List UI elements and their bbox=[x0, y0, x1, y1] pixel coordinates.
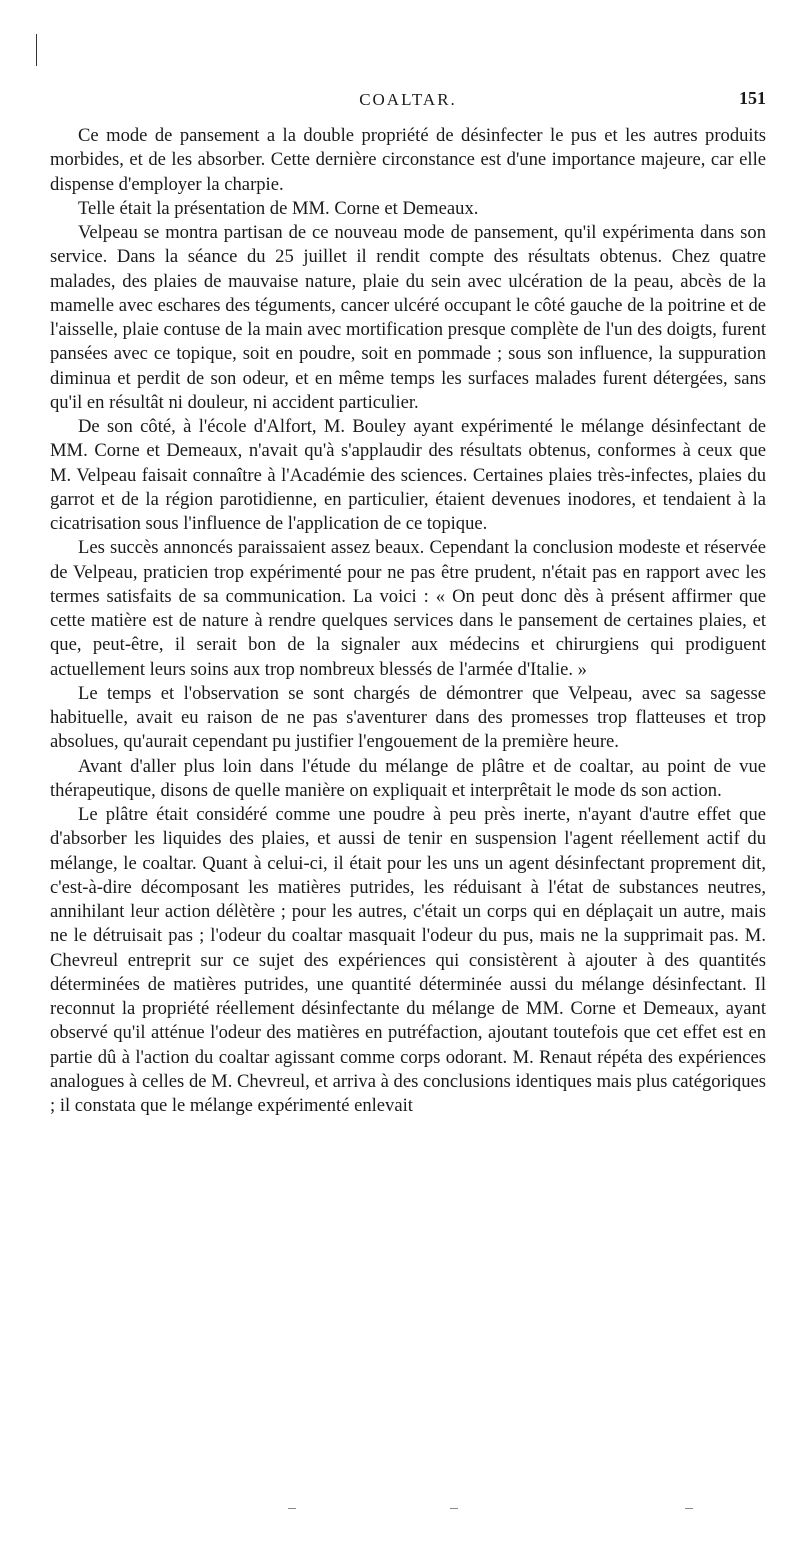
paragraph: Avant d'aller plus loin dans l'étude du mélange de plâtre et de coaltar, au point de vue thérapeutique, disons de quelle manière on expliquait et interprêtait le mode ds son action. bbox=[50, 755, 766, 801]
footer-dash bbox=[685, 1508, 693, 1509]
paragraph: Le temps et l'observation se sont chargés de démontrer que Velpeau, avec sa sagesse habituelle, avait eu raison de ne pas s'aventurer dans des promesses trop flatteuses et trop absolues, qu'aurait cependant pu justifier l'engouement de la première heure. bbox=[50, 682, 766, 753]
footer-marks bbox=[280, 1508, 700, 1512]
paragraph: Le plâtre était considéré comme une poudre à peu près inerte, n'ayant d'autre effet que d'absorber les liquides des plaies, et aussi de tenir en suspension l'agent réellement actif du mélange, le coaltar. Quant à celui-ci, il était pour les uns un agent désinfectant proprement dit, c'est-à-dire décomposant les matières putrides, les réduisant à l'état de substances neutres, annihilant leur action délètère ; pour les autres, c'était un corps qui en déplaçait un autre, mais ne le détruisait pas ; l'odeur du coaltar masquait l'odeur du pus, mais ne la supprimait pas. M. Chevreul entreprit sur ce sujet des expériences qui consistèrent à ajouter à des quantités déterminées de matières putrides, une quantité déterminée aussi du mélange désinfectant. Il reconnut la propriété réellement désinfectante du mélange de MM. Corne et Demeaux, ayant observé qu'il atténue l'odeur des matières en putréfaction, ajoutant toutefois que cet effet est en partie dû à l'action du coaltar agissant comme corps odorant. M. Renaut répéta des expériences analogues à celles de M. Chevreul, et arriva à des conclusions identiques mais plus catégoriques ; il constata que le mélange expérimenté enlevait bbox=[50, 804, 766, 1116]
running-title: COALTAR. bbox=[359, 90, 457, 109]
paragraph: Telle était la présentation de MM. Corne et Demeaux. bbox=[78, 197, 479, 219]
body-text bbox=[50, 124, 766, 1118]
margin-mark bbox=[36, 34, 37, 66]
paragraph: De son côté, à l'école d'Alfort, M. Bouley ayant expérimenté le mélange désinfectant de MM. Corne et Demeaux, n'avait qu'à s'applaudir des résultats obtenus, conformes à ceux que M. Velpeau faisait connaître à l'Académie des sciences. Certaines plaies très-infectes, plaies du garrot et de la région parotidienne, en particulier, étaient devenues inodores, et tendaient à la cicatrisation sous l'influence de l'application de ce topique. bbox=[50, 416, 766, 534]
page-number: 151 bbox=[739, 88, 766, 108]
paragraph: Velpeau se montra partisan de ce nouveau mode de pansement, qu'il expérimenta dans son service. Dans la séance du 25 juillet il rendit compte des résultats obtenus. Chez quatre malades, des plaies de mauvaise nature, plaie du sein avec ulcération de la peau, abcès de la mamelle avec eschares des téguments, cancer ulcéré occupant le côté gauche de la poitrine et de l'aisselle, plaie contuse de la main avec mortification presque complète de l'un des doigts, furent pansées avec ce topique, soit en poudre, soit en pommade ; sous son influence, la suppuration diminua et perdit de son odeur, et en même temps les surfaces malades furent détergées, sans qu'il en résultât ni douleur, ni accident particulier. bbox=[50, 222, 766, 413]
footer-dash bbox=[288, 1508, 296, 1509]
paragraph: Ce mode de pansement a la double propriété de désinfecter le pus et les autres produits morbides, et de les absorber. Cette dernière circonstance est d'une importance majeure, car elle dispense d'employer la charpie. bbox=[50, 125, 766, 195]
footer-dash bbox=[450, 1508, 458, 1509]
paragraph: Les succès annoncés paraissaient assez beaux. Cependant la conclusion modeste et réservée de Velpeau, praticien trop expérimenté pour ne pas être prudent, n'était pas en rapport avec les termes satisfaits de sa communication. La voici : « On peut donc dès à présent affirmer que cette matière est de nature à rendre quelques services dans le pansement de certaines plaies, et que, peut-être, il serait bon de la signaler aux médecins et chirurgiens qui prodiguent actuellement leurs soins aux trop nombreux blessés de l'armée d'Italie. » bbox=[50, 537, 766, 680]
page-header bbox=[50, 86, 766, 116]
